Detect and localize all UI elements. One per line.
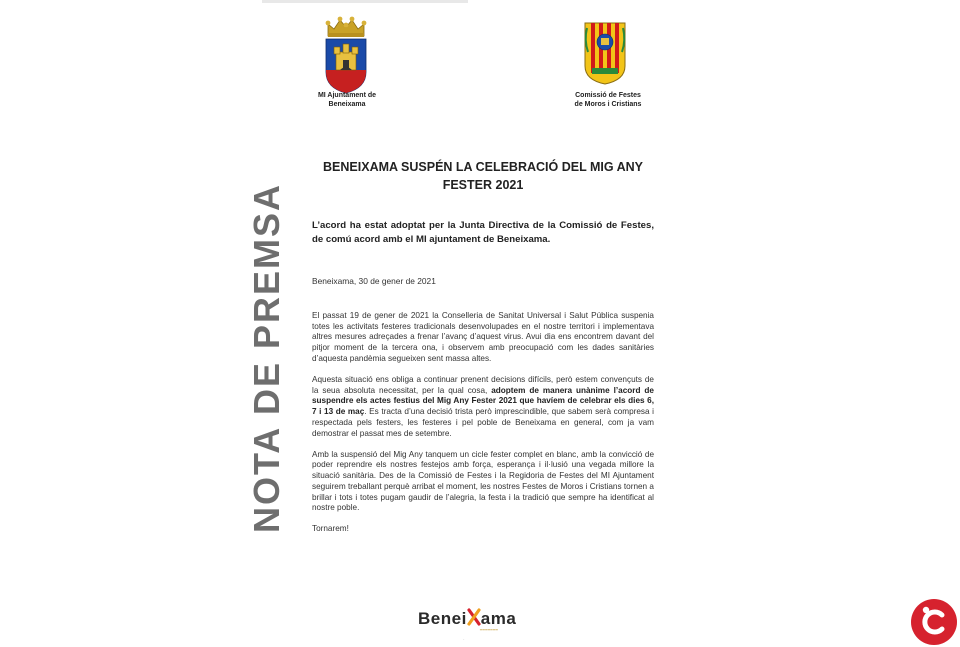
beneixama-footer-logo bbox=[418, 608, 538, 632]
right-org-line2: de Moros i Cristians bbox=[574, 101, 642, 108]
c-circle-logo-icon[interactable] bbox=[910, 598, 958, 646]
paragraph-3: Amb la suspensió del Mig Any tanquem un cicle fester complet en blanc, amb la convicció de poder reprendre els nostres festejos amb força, esperança i il·lusió una vegada millore la situació sanitària. Des de la Comissió de Festes i la Regidoria de Festes del MI Ajuntament seguirem treballant perquè arribat el moment, les nostres Festes de Moros i Cristians tornen a brillar i tots i totes pugam gaudir de l’alegria, la festa i la tradició que sempre ha identificat al nostre poble. bbox=[312, 449, 654, 513]
dateline: Beneixama, 30 de gener de 2021 bbox=[312, 276, 436, 286]
left-org-line1: MI Ajuntament de bbox=[317, 92, 377, 99]
press-release-side-label: NOTA DE PREMSA bbox=[246, 182, 287, 534]
paragraph-1: El passat 19 de gener de 2021 la Conselleria de Sanitat Universal i Salut Pública suspenia totes les activitats festeres tradicionals desenvolupades en el nostre territori i implementava altres mesures adreçades a frenar l’avanç d’aquest virus. Avui dia ens encontrem davant del pitjor moment de la tercera ona, i observem amb preocupació com les dades sanitàries d’aquesta pandèmia segueixen sent massa altes. bbox=[312, 311, 654, 363]
paragraph-2-bold: adoptem de manera unànime l’acord de suspendre els actes festius del Mig Any Fester 2021 que havíem de celebrar els dies 6, 7 i 13 de maç bbox=[312, 385, 654, 417]
article-body bbox=[312, 311, 654, 546]
castle-shield-crest-icon bbox=[322, 14, 370, 94]
lead-paragraph: L’acord ha estat adoptat per la Junta Directiva de la Comissió de Festes, de comú acord amb el MI ajuntament de Beneixama. bbox=[312, 220, 654, 245]
page-marker: · bbox=[463, 637, 465, 643]
press-release-title bbox=[312, 158, 654, 194]
senyera-shield-crest-icon bbox=[582, 20, 628, 86]
right-organization-caption bbox=[560, 91, 656, 109]
paragraph-2-start: Aquesta situació ens obliga a continuar prenent decisions difícils, però estem convençuts de la seua absoluta necessitat, per la qual cosa, bbox=[312, 375, 654, 395]
footer-logo-text-end: ama bbox=[480, 609, 517, 628]
paragraph-2 bbox=[312, 375, 654, 439]
left-organization-caption bbox=[300, 91, 394, 109]
closing-line: Tornarem! bbox=[312, 524, 349, 534]
title-line-1: BENEIXAMA SUSPÉN LA CELEBRACIÓ DEL MIG ANY bbox=[323, 160, 643, 174]
title-line-2: FESTER 2021 bbox=[442, 178, 524, 192]
footer-logo-text-start: Benei bbox=[418, 609, 467, 628]
left-org-line2: Beneixama bbox=[328, 101, 366, 108]
beneixama-x-mark-icon bbox=[467, 608, 481, 626]
top-divider bbox=[262, 0, 468, 3]
paragraph-2-end: . Es tracta d’una decisió trista però imprescindible, que sabem serà compresa i respectada pels festers, les festeres i pel poble de Beneixama en general, com ja vam demostrar el passat mes de setembre. bbox=[312, 407, 654, 438]
right-org-line1: Comissió de Festes bbox=[575, 92, 641, 99]
footer-logo-tagline-mark: ━━━━━━━ bbox=[480, 628, 499, 632]
